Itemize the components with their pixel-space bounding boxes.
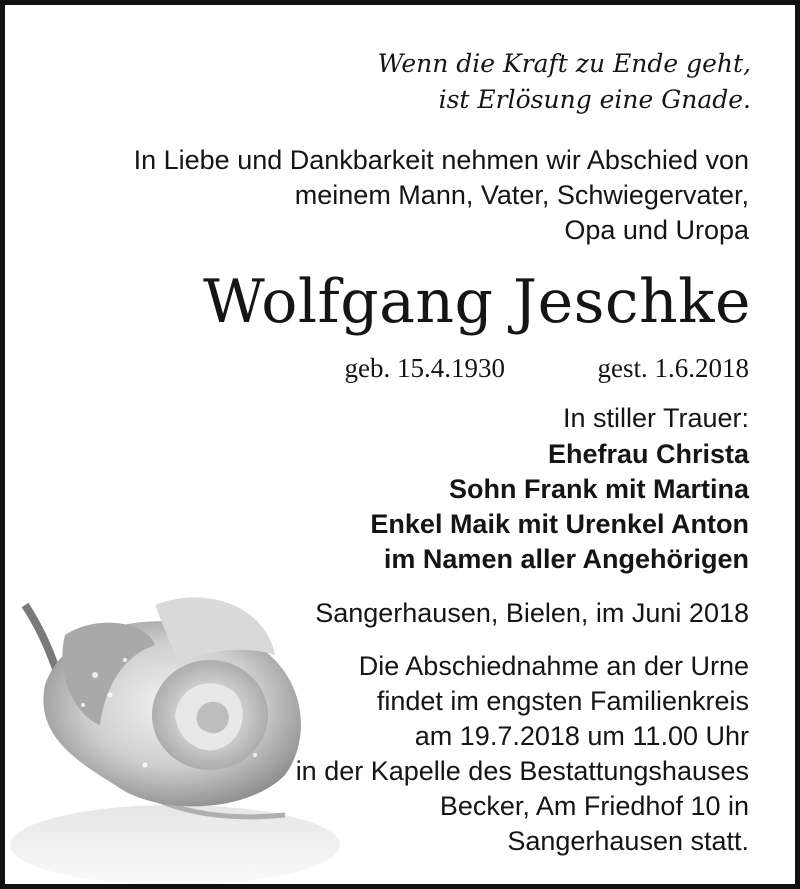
mourner-name: Enkel Maik mit Urenkel Anton xyxy=(370,509,749,539)
motto-line-1: Wenn die Kraft zu Ende geht, xyxy=(377,49,751,78)
ceremony-line: am 19.7.2018 um 11.00 Uhr xyxy=(414,721,749,751)
birth-date: geb. 15.4.1930 xyxy=(344,353,505,383)
deceased-name: Wolfgang Jeschke xyxy=(203,267,751,337)
motto-line-2: ist Erlösung eine Gnade. xyxy=(438,85,751,114)
ceremony-line: Becker, Am Friedhof 10 in xyxy=(439,791,749,821)
ceremony-line: Sangerhausen statt. xyxy=(507,826,749,856)
ceremony-line: Die Abschiednahme an der Urne xyxy=(358,651,749,681)
intro-line-3: Opa und Uropa xyxy=(564,215,749,245)
mourners-heading: In stiller Trauer: xyxy=(562,403,749,433)
white-rose-icon xyxy=(5,565,345,889)
mourner-name: Sohn Frank mit Martina xyxy=(448,474,749,504)
mourner-name: im Namen aller Angehörigen xyxy=(383,544,749,574)
ceremony-line: findet im engsten Familienkreis xyxy=(376,686,749,716)
place-date: Sangerhausen, Bielen, im Juni 2018 xyxy=(315,598,749,628)
mourner-name: Ehefrau Christa xyxy=(547,439,749,469)
intro-line-2: meinem Mann, Vater, Schwiegervater, xyxy=(294,180,749,210)
intro-line-1: In Liebe und Dankbarkeit nehmen wir Abschied von xyxy=(133,145,749,175)
ceremony-line: in der Kapelle des Bestattungshauses xyxy=(295,756,749,786)
death-date: gest. 1.6.2018 xyxy=(597,353,749,383)
